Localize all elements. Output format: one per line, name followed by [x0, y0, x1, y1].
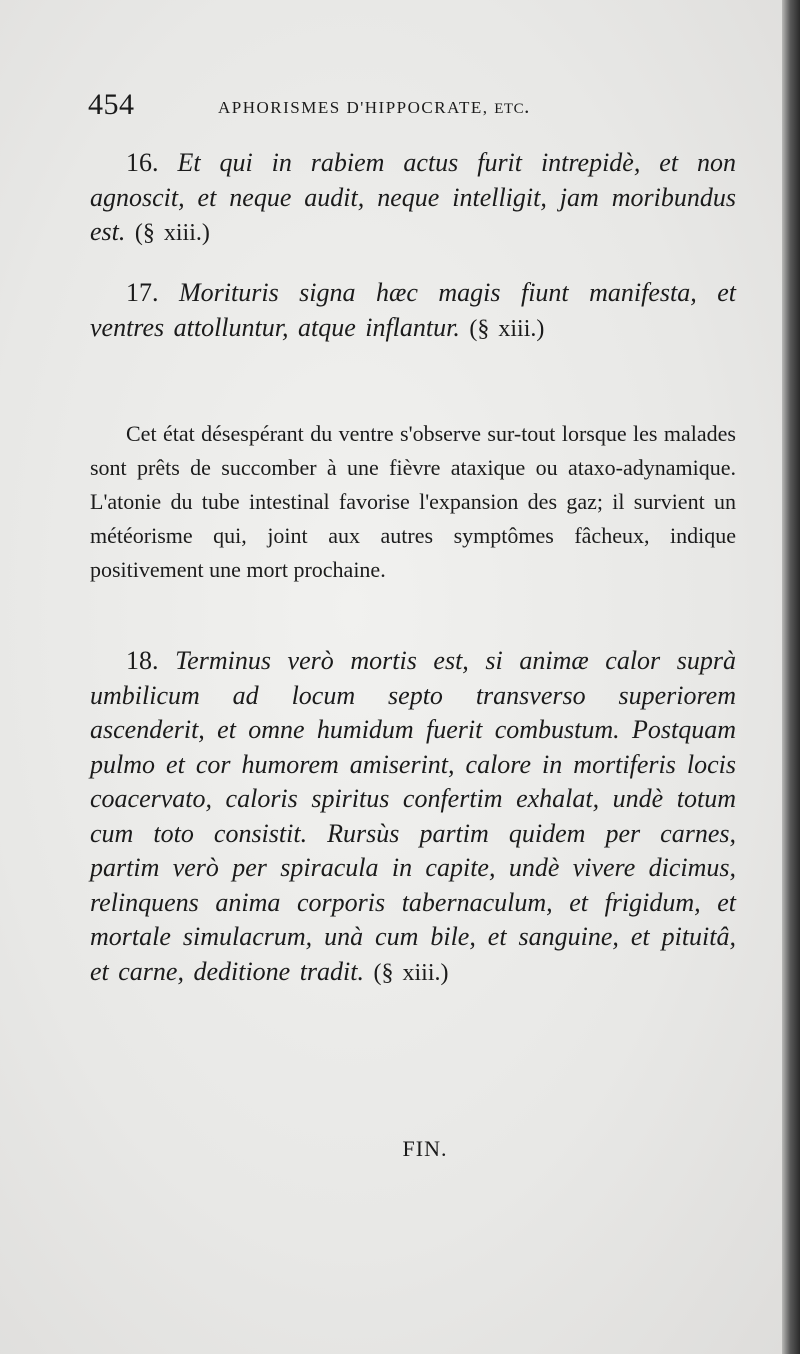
- aphorism-16: [90, 146, 736, 251]
- running-head-etc: etc.: [494, 94, 530, 118]
- section-reference: (§ xiii.): [469, 315, 545, 342]
- aphorism-18: [90, 644, 736, 990]
- aphorism-text: Et qui in rabiem actus furit intrepidè, et non agnoscit, et neque audit, neque intelligit, jam moribundus est.: [90, 148, 736, 246]
- page-header: [88, 88, 728, 128]
- aphorism-text: Terminus verò mortis est, si animæ calor suprà umbilicum ad locum septo transverso superiorem ascenderit, et omne humidum fuerit combustum. Postquam pulmo et cor humorem amiserint, calore in mortiferis locis coacervato, caloris spiritus confertim exhalat, undè totum cum toto consistit. Rursùs partim quidem per carnes, partim verò per spiracula in capite, undè vivere dicimus, relinquens anima corporis tabernaculum, et frigidum, et mortale simulacrum, unà cum bile, et sanguine, et pituitâ, et carne, deditione tradit.: [90, 646, 736, 986]
- page-number: 454: [88, 88, 135, 121]
- aphorism-number: 17.: [126, 278, 159, 307]
- fin-text: FIN.: [402, 1136, 448, 1161]
- aphorism-17: [90, 276, 736, 346]
- running-head-title: APHORISMES D'HIPPOCRATE,: [218, 98, 489, 117]
- closing-fin: [0, 1136, 800, 1162]
- section-reference: (§ xiii.): [373, 959, 449, 986]
- aphorism-number: 16.: [126, 148, 159, 177]
- commentary-17: Cet état désespérant du ventre s'observe sur-tout lorsque les malades sont prêts de succomber à une fièvre ataxique ou ataxo-adynamique. L'atonie du tube intestinal favorise l'expansion des gaz; il survient un météorisme qui, joint aux autres symptômes fâcheux, indique positivement une mort prochaine.: [90, 421, 736, 582]
- aphorism-text: Morituris signa hæc magis fiunt manifesta, et ventres attolluntur, atque inflantur.: [90, 278, 736, 342]
- running-head: [218, 94, 530, 119]
- page-edge-shadow: [782, 0, 800, 1354]
- section-reference: (§ xiii.): [134, 220, 210, 246]
- aphorism-number: 18.: [126, 646, 159, 675]
